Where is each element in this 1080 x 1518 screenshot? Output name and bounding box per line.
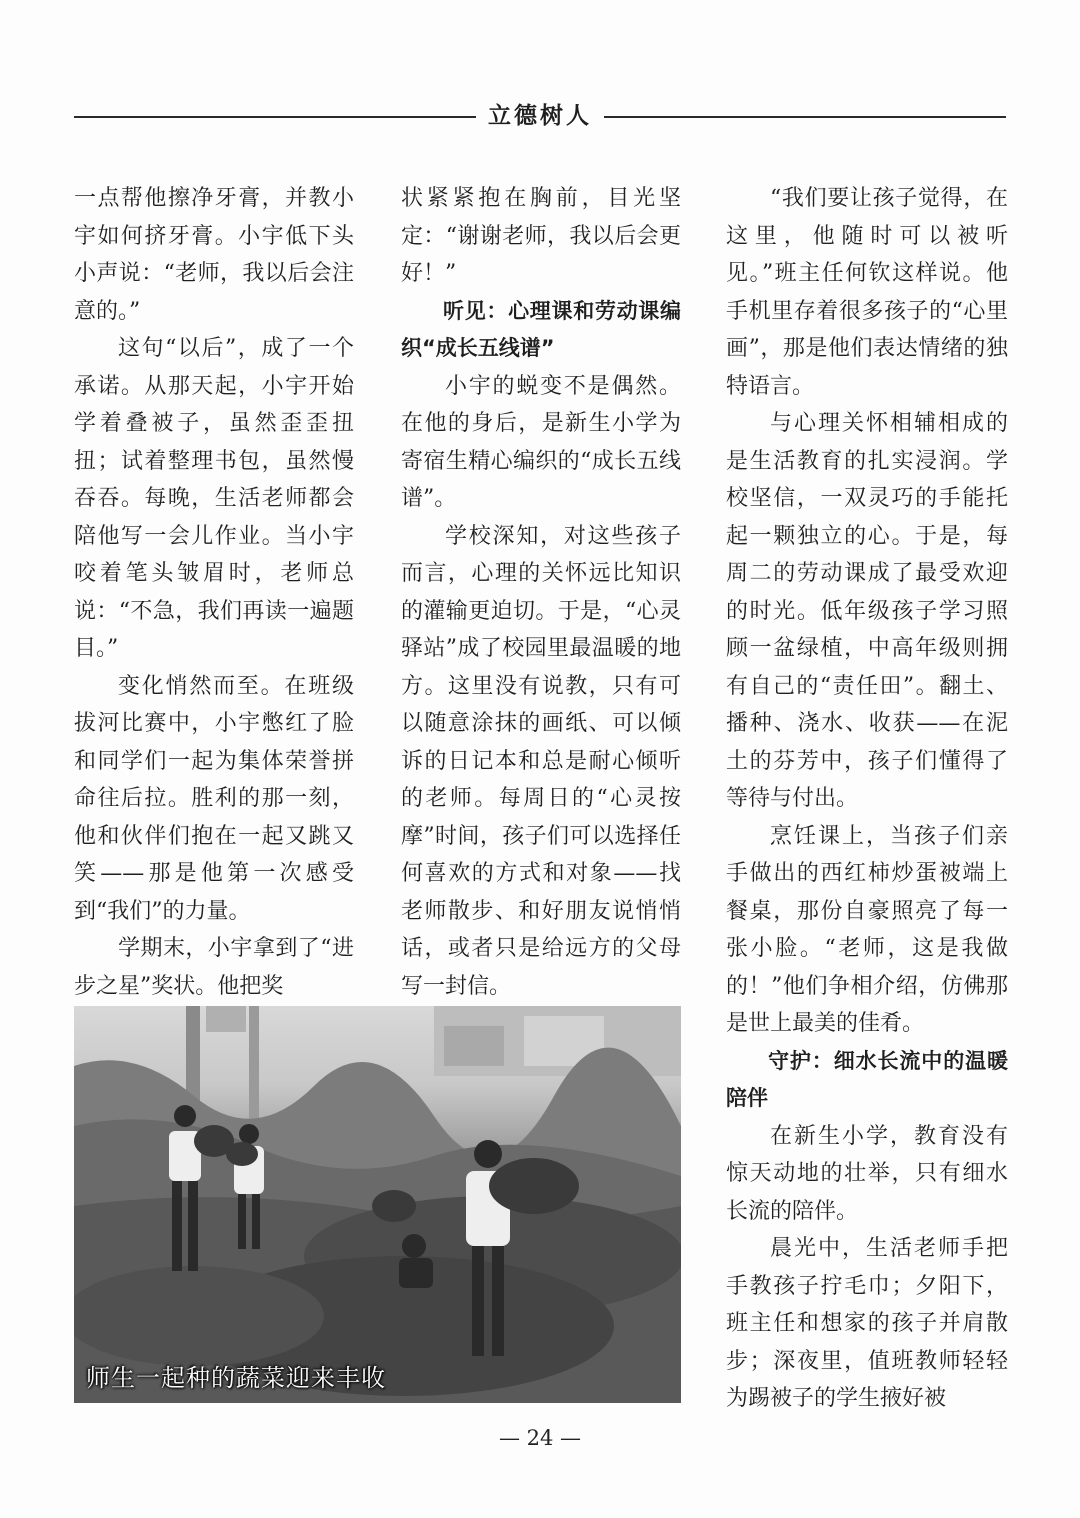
paragraph: 在新生小学，教育没有惊天动地的壮举，只有细水长流的陪伴。 (726, 1123, 1008, 1224)
section-subheading: 守护：细水长流中的温暖陪伴 (726, 1048, 1008, 1110)
paragraph: 状紧紧抱在胸前，目光坚定：“谢谢老师，我以后会更好！” (401, 186, 681, 286)
header-rule-left (74, 116, 476, 118)
paragraph: “我们要让孩子觉得，在这里，他随时可以被听见。”班主任何钦这样说。他手机里存着很多孩子的“心里画”，那是他们表达情绪的独特语言。 (726, 186, 1008, 399)
paragraph: 学校深知，对这些孩子而言，心理的关怀远比知识的灌输更迫切。于是，“心灵驿站”成了校园里最温暖的地方。这里没有说教，只有可以随意涂抹的画纸、可以倾诉的日记本和总是耐心倾听的老师。每周日的“心灵按摩”时间，孩子们可以选择任何喜欢的方式和对象——找老师散步、和好朋友说悄悄话，或者只是给远方的父母写一封信。 (401, 523, 681, 999)
paragraph: 小宇的蜕变不是偶然。在他的身后，是新生小学为寄宿生精心编织的“成长五线谱”。 (401, 373, 681, 511)
paragraph: 这句“以后”，成了一个承诺。从那天起，小宇开始学着叠被子，虽然歪歪扭扭；试着整理书包，虽然慢吞吞。每晚，生活老师都会陪他写一会儿作业。当小宇咬着笔头皱眉时，老师总说：“不急，我们再读一遍题目。” (74, 336, 354, 661)
article-column-3 (726, 180, 1008, 1420)
paragraph: 变化悄然而至。在班级拔河比赛中，小宇憋红了脸和同学们一起为集体荣誉拼命往后拉。胜利的那一刻，他和伙伴们抱在一起又跳又笑——那是他第一次感受到“我们”的力量。 (74, 673, 354, 924)
article-column-1 (74, 180, 354, 1005)
paragraph: 与心理关怀相辅相成的是生活教育的扎实浸润。学校坚信，一双灵巧的手能托起一颗独立的心。于是，每周二的劳动课成了最受欢迎的时光。低年级孩子学习照顾一盆绿植，中高年级则拥有自己的“责任田”。翻土、播种、浇水、收获——在泥土的芬芳中，孩子们懂得了等待与付出。 (726, 411, 1008, 811)
harvest-photo-illustration (74, 1006, 681, 1403)
section-title: 立德树人 (488, 103, 592, 129)
harvest-photo (74, 1006, 681, 1403)
page-number: — 24 — (498, 1426, 582, 1450)
article-column-2 (401, 180, 681, 1005)
header-rule-right (604, 116, 1006, 118)
paragraph: 烹饪课上，当孩子们亲手做出的西红柿炒蛋被端上餐桌，那份自豪照亮了每一张小脸。“老师，这是我做的！”他们争相介绍，仿佛那是世上最美的佳肴。 (726, 823, 1008, 1036)
paragraph: 晨光中，生活老师手把手教孩子拧毛巾；夕阳下，班主任和想家的孩子并肩散步；深夜里，值班教师轻轻为踢被子的学生掖好被 (726, 1236, 1008, 1411)
photo-caption: 师生一起种的蔬菜迎来丰收 (86, 1364, 386, 1392)
paragraph: 学期末，小宇拿到了“进步之星”奖状。他把奖 (74, 936, 354, 999)
paragraph: 一点帮他擦净牙膏，并教小宇如何挤牙膏。小宇低下头小声说：“老师，我以后会注意的。” (74, 186, 354, 324)
section-subheading: 听见：心理课和劳动课编织“成长五线谱” (401, 298, 681, 360)
